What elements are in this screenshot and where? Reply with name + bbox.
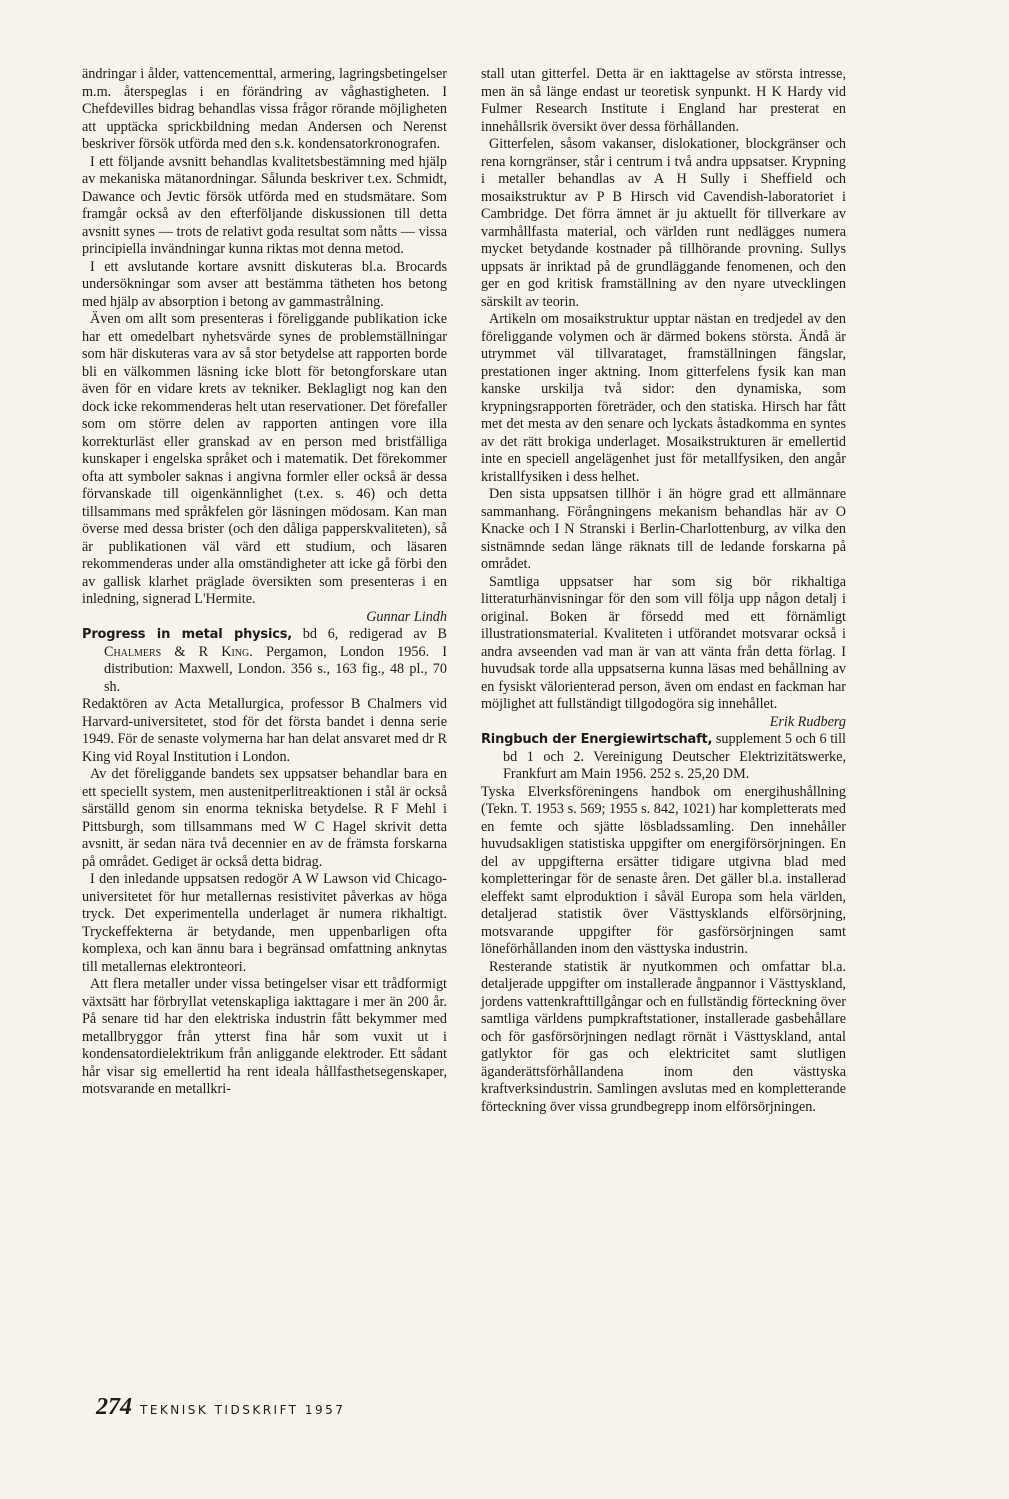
paragraph: Artikeln om mosaikstruktur upptar nästan en tredjedel av den föreliggande volymen och är därmed bokens största. Ändå är utrymmet väl tillvarataget, framställningen fängslar, prestationen inger aktning. Inom gitterfelens fysik kan man kanske urskilja två sidor: den dynamiska, som krypningsrapporten företräder, och den statiska. Hirsch har fått met det mesta av den senare och lyckats åstadkomma en syntes av det rätt brokiga underlaget. Mosaikstrukturen är emellertid inte en speciell angelägenhet just för metallfysiken, den angår kristallfysiken i dess helhet. xyxy=(481,311,846,485)
review-heading xyxy=(82,626,447,696)
paragraph: Den sista uppsatsen tillhör i än högre grad ett allmännare sammanhang. Förångningens mekanism behandlas här av O Knacke och I N Stranski i Berlin-Charlottenburg, av vilka den sistnämnde sedan länge räknats till de ledande forskarna på området. xyxy=(481,486,846,572)
journal-title: TEKNISK TIDSKRIFT 1957 xyxy=(140,1403,346,1417)
page-footer xyxy=(96,1394,345,1421)
page-number: 274 xyxy=(96,1394,132,1420)
paragraph: Att flera metaller under vissa betingelser visar ett trådformigt växtsätt har förbryllat vetenskapliga iakttagare i mer än 200 år. På senare tid har den elektriska industrin fått bekymmer med metallbryggor från ytterst fina hår som vuxit ut i kondensatordielektrikum från anliggande elektroder. Ett sådant hår visar sig emellertid ha rent ideala hållfasthetsegenskaper, motsvarande en metallkri- xyxy=(82,976,447,1097)
author-name: Chalmers xyxy=(104,643,162,660)
paragraph: I ett följande avsnitt behandlas kvalitetsbestämning med hjälp av mekaniska mätanordningar. Sålunda beskriver t.ex. Schmidt, Dawance och Jevtic försök utförda med en studsmätare. Som framgår också av den efterföljande diskussionen till detta avsnitt synes — trots de relativt goda resultat som nåtts — vissa principiella invändningar kunna riktas mot denna metod. xyxy=(82,153,447,257)
review-signature: Gunnar Lindh xyxy=(366,608,447,625)
paragraph: Tyska Elverksföreningens handbok om energihushållning (Tekn. T. 1953 s. 569; 1955 s. 842, 1021) har kompletterats med en femte och sjätte lösbladssamling. Den innehåller huvudsakligen statistiska uppgifter om energiförsörjningen. En del av uppgifterna ersätter tidigare utgivna blad med kompletteringar för de senaste åren. Det gäller bl.a. installerad eleffekt samt elproduktion i såväl Europa som hela världen, detaljerad statistik över Västtysklands elförsörjning, motsvarande uppgifter för gasförsörjningen samt löneförhållanden inom den västtyska industrin. xyxy=(481,783,846,957)
paragraph: I den inledande uppsatsen redogör A W Lawson vid Chicago-universitetet för hur metallernas resistivitet påverkas av höga tryck. Det experimentella underlaget är numera rikhaltigt. Tryckeffekterna är betydande, men uppenbarligen ofta komplexa, och kan ännu bara i begränsad omfattning anknytas till metallernas elektronteori. xyxy=(82,871,447,975)
paragraph: Redaktören av Acta Metallurgica, professor B Chalmers vid Harvard-universitetet, stod för det första bandet i denna serie 1949. För de senaste volymerna har han delat ansvaret med dr R King vid Royal Institution i London. xyxy=(82,696,447,765)
review-meta: supplement 5 och 6 till bd 1 och 2. Vereinigung Deutscher Elektrizitätswerke, Frankfurt am Main 1956. 252 s. 25,20 DM. xyxy=(503,731,846,782)
right-column xyxy=(481,66,846,1116)
review-title: Ringbuch der Energiewirtschaft, xyxy=(481,732,713,747)
left-column xyxy=(82,66,447,1099)
review-signature: Erik Rudberg xyxy=(769,713,846,730)
review-meta: bd 6, redigerad av B xyxy=(292,626,447,642)
review-heading xyxy=(481,731,846,784)
paragraph: ändringar i ålder, vattencementtal, armering, lagringsbetingelser m.m. återspeglas i en förändring av våghastigheten. I Chefdevilles bidrag behandlas vissa frågor rörande möjligheten att upptäcka sprickbildning medan Andersen och Nerenst beskriver försök utförda med den s.k. kondensatorkronografen. xyxy=(82,66,447,152)
author-name: King xyxy=(221,643,250,660)
paragraph: Samtliga uppsatser har som sig bör rikhaltiga litteraturhänvisningar för den som vill följa upp någon detalj i original. Boken är försedd med ett förnämligt illustrationsmaterial. Kvaliteten i utförandet motsvarar också i andra avseenden vad man är van att vänta från detta förlag. I huvudsak torde alla uppsatserna kunna läsas med behållning av en fysiskt välorienterad person, även om endast en fackman har möjlighet att fullständigt tillgodogöra sig innehållet. xyxy=(481,573,846,712)
paragraph: Gitterfelen, såsom vakanser, dislokationer, blockgränser och rena korngränser, står i centrum i två andra uppsatser. Krypning i metaller behandlas av A H Sully i Sheffield och mosaikstruktur av P B Hirsch vid Cavendish-laboratoriet i Cambridge. Det förra ämnet är ju aktuellt för tillverkare av varmhållfasta material, och världen runt nedlägges numera mycket betydande kostnader på tillhörande provning. Sullys uppsats är inriktad på de grundläggande fenomenen, och den ger en god kritisk framställning av den nyare utvecklingen särskilt av teorin. xyxy=(481,136,846,310)
paragraph: Av det föreliggande bandets sex uppsatser behandlar bara en ett speciellt system, men austenitperlitreaktionen i stål är också särställd genom sin enorma tekniska betydelse. R F Mehl i Pittsburgh, som tillsammans med W C Hagel skrivit detta avsnitt, är sedan nära två decennier en av de främsta forskarna på området. Gediget är också detta bidrag. xyxy=(82,766,447,870)
review-meta: & R xyxy=(161,643,222,660)
review-meta: . Pergamon, London 1956. I distribution: Maxwell, London. 356 s., 163 fig., 48 pl., 70 sh. xyxy=(104,643,448,695)
paragraph: Även om allt som presenteras i föreliggande publikation icke har ett omedelbart nyhetsvärde synes de problemställningar som här diskuteras vara av så stor betydelse att rapporten borde bli en välkommen läsning icke blott för betongforskare utan även för en vidare krets av tekniker. Beklagligt nog kan den dock icke rekommenderas helt utan reservationer. Det förefaller som om större delen av rapporten antingen vore illa korrekturläst eller granskad av en person med bristfälliga kunskaper i engelska språket och i matematik. Det förekommer ofta att symboler saknas i angivna formler eller också är dessa förvanskade till oigenkännlighet (t.ex. s. 46) och detta tillsammans med språkfelen gör läsningen mödosam. Kan man överse med dessa brister (och den dåliga papperskvaliteten), så är publikationen väl värd ett studium, och läsaren rekommenderas under alla omständigheter att icke gå förbi den av gallisk klarhet präglade översikten som presenteras i en inledning, signerad L'Hermite. xyxy=(82,311,447,607)
paragraph: I ett avslutande kortare avsnitt diskuteras bl.a. Brocards undersökningar som avser att bestämma tätheten hos betong med hjälp av absorption i betong av gammastrålning. xyxy=(82,258,447,310)
paragraph: stall utan gitterfel. Detta är en iakttagelse av största intresse, men än så länge endast ur teoretisk synpunkt. H K Hardy vid Fulmer Research Institute i England har presterat en innehållsrik översikt över dessa förhållanden. xyxy=(481,66,846,135)
paragraph: Resterande statistik är nyutkommen och omfattar bl.a. detaljerade uppgifter om installerade ångpannor i Västtyskland, jordens vattenkrafttillgångar och en fullständig förteckning över samtliga världens pumpkraftstationer, installerade gasbehållare och för gasförsörjningen nedlagt rörnät i Västtyskland, antal gatlyktor för gas och elektricitet samt slutligen äganderättsförhållandena inom den västtyska kraftverksindustrin. Samlingen avslutas med en kompletterande förteckning över vissa grundbegrepp inom elförsörjningen. xyxy=(481,958,846,1115)
review-title: Progress in metal physics, xyxy=(82,627,292,642)
